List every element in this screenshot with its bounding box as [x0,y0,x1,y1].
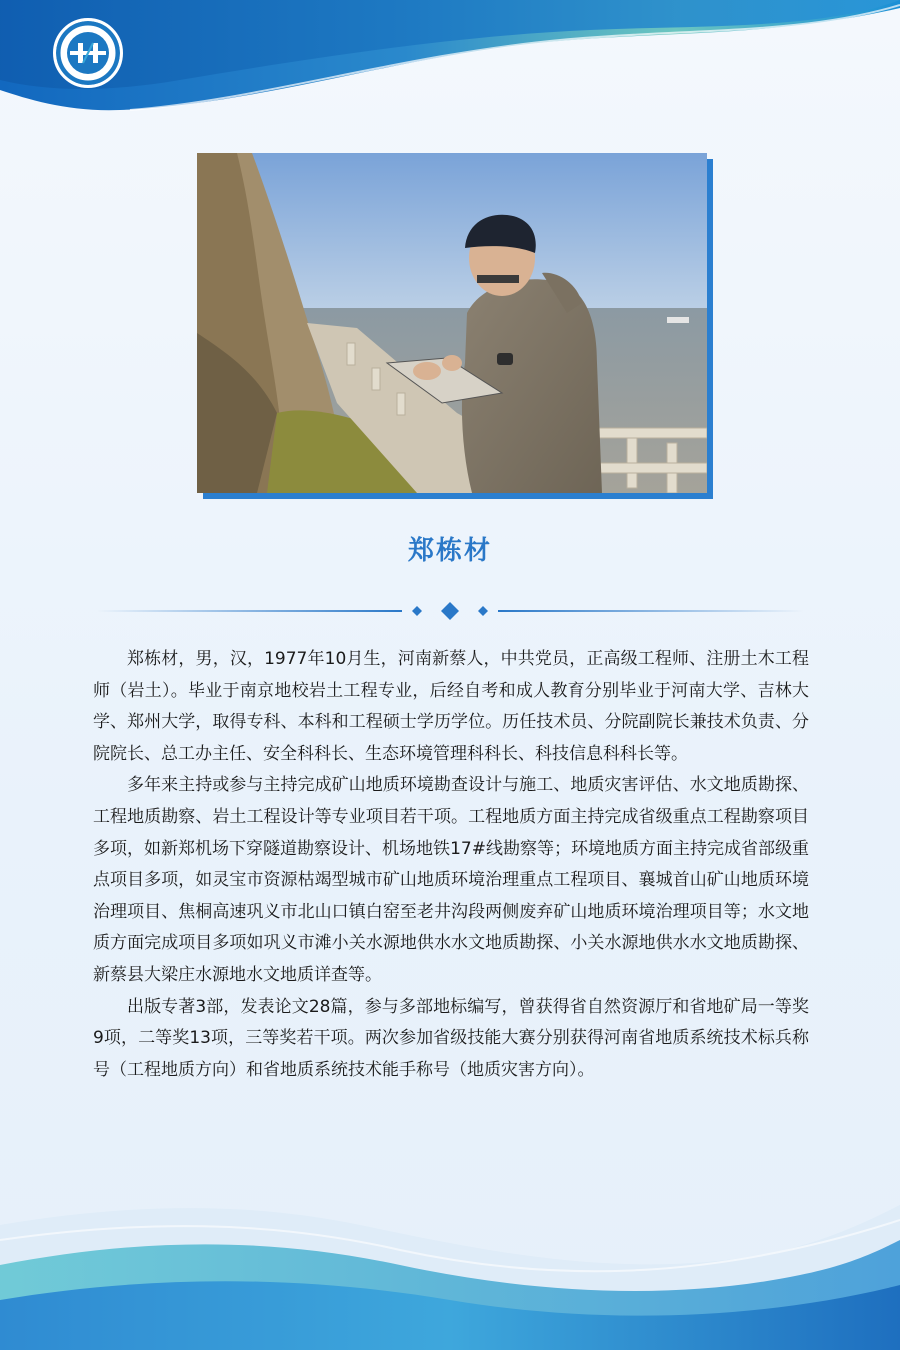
field-worker-photo [197,153,707,493]
top-wave-decoration [0,0,900,120]
bio-paragraph-2: 多年来主持或参与主持完成矿山地质环境勘查设计与施工、地质灾害评估、水文地质勘探、工程地质勘察、岩土工程设计等专业项目若干项。工程地质方面主持完成省级重点工程勘察项目多项，如新郑机场下穿隧道勘察设计、机场地铁17#线勘察等；环境地质方面主持完成省部级重点项目多项，如灵宝市资源枯竭型城市矿山地质环境治理重点工程项目、襄城首山矿山地质环境治理项目、焦桐高速巩义市北山口镇白窑至老井沟段两侧废弃矿山地质环境治理项目等；水文地质方面完成项目多项如巩义市滩小关水源地供水水文地质勘探、小关水源地供水水文地质勘探、新蔡县大梁庄水源地水文地质详查等。 [93,775,809,985]
biography-text [93,644,809,1086]
bio-paragraph-3: 出版专著3部，发表论文28篇，参与多部地标编写，曾获得省自然资源厅和省地矿局一等奖9项，二等奖13项，三等奖若干项。两次参加省级技能大赛分别获得河南省地质系统技术标兵称号（工程地质方向）和省地质系统技术能手称号（地质灾害方向）。 [93,996,809,1080]
portrait-photo [197,153,707,493]
geology-emblem-icon [56,21,120,85]
bio-paragraph-1: 郑栋材，男，汉，1977年10月生，河南新蔡人，中共党员，正高级工程师、注册土木工程师（岩土）。毕业于南京地校岩土工程专业，后经自考和成人教育分别毕业于河南大学、吉林大学、郑州大学，取得专科、本科和工程硕士学历学位。历任技术员、分院副院长兼技术负责、分院院长、总工办主任、安全科科长、生态环境管理科科长、科技信息科科长等。 [93,649,809,764]
bottom-wave-decoration [0,1180,900,1350]
organization-logo [53,18,123,88]
section-divider [97,598,803,624]
person-name: 郑栋材 [407,536,492,566]
